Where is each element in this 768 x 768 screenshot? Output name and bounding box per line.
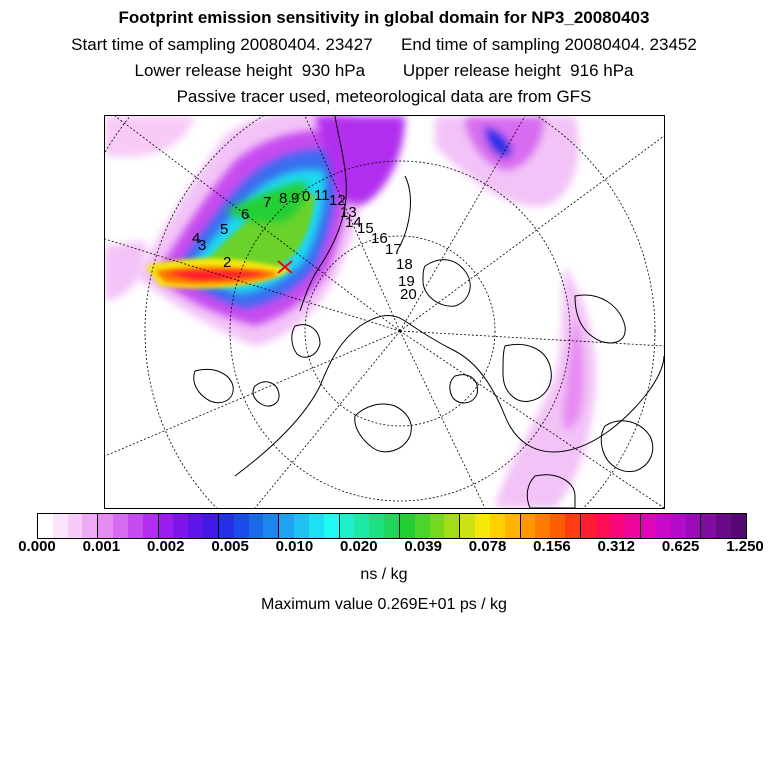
day-label: 7 [263,194,272,211]
colorbar-tick-label: 0.078 [468,538,507,555]
day-label: 12 [329,192,346,209]
map-canvas [105,116,664,508]
day-label: 18 [396,256,413,273]
day-label: 19 [398,273,415,290]
day-label: 0 [302,188,311,205]
colorbar [37,513,747,539]
colorbar-swatch [369,514,384,538]
colorbar-swatch [581,514,596,538]
colorbar-swatch [98,514,113,538]
colorbar-swatch [731,514,746,538]
colorbar-swatch [400,514,415,538]
maximum-value: Maximum value 0.269E+01 ps / kg [261,596,507,613]
day-label: 9 [291,190,300,207]
day-label: 16 [371,230,388,247]
sensitivity-plume-secondary [105,116,596,508]
colorbar-swatch [113,514,128,538]
colorbar-swatch [671,514,686,538]
colorbar-tick-label: 0.156 [533,538,571,555]
colorbar-swatch [159,514,174,538]
day-label: 20 [400,286,417,303]
colorbar-swatch [249,514,264,538]
day-label: 15 [357,220,374,237]
colorbar-tick-label: 0.001 [82,538,121,555]
colorbar-tick-label: 0.010 [275,538,314,555]
sampling-times: Start time of sampling 20080404. 23427 End time of sampling 20080404. 23452 [71,35,697,54]
colorbar-swatch [444,514,460,538]
colorbar-swatch [219,514,234,538]
colorbar-swatch [234,514,249,538]
colorbar-swatch [535,514,550,538]
colorbar-swatch [354,514,369,538]
day-label: 3 [198,237,207,254]
day-label: 5 [220,221,229,238]
colorbar-swatch [505,514,521,538]
colorbar-swatch [490,514,505,538]
colorbar-swatch [701,514,716,538]
day-label: 2 [223,254,232,271]
colorbar-tick-label: 0.000 [18,538,56,555]
figure-title: Footprint emission sensitivity in global domain for NP3_20080403 [118,8,650,27]
colorbar-swatch [521,514,536,538]
day-label: 11 [314,187,330,204]
colorbar-swatch [128,514,143,538]
colorbar-swatch [294,514,309,538]
colorbar-swatch [641,514,656,538]
release-heights: Lower release height 930 hPa Upper release height 916 hPa [134,61,634,80]
colorbar-swatch [716,514,731,538]
colorbar-swatch [173,514,188,538]
colorbar-swatch [143,514,159,538]
day-label: 4 [192,230,201,247]
colorbar-swatch [340,514,355,538]
colorbar-units: ns / kg [360,566,408,583]
day-label: 13 [340,204,357,221]
colorbar-tick-label: 0.002 [146,538,185,555]
colorbar-swatch [596,514,611,538]
colorbar-tick-label: 0.020 [340,538,378,555]
colorbar-tick-label: 0.039 [404,538,442,555]
colorbar-tick-label: 0.005 [211,538,249,555]
colorbar-swatch [38,514,53,538]
colorbar-swatch [53,514,68,538]
colorbar-swatch [279,514,294,538]
day-label: 14 [345,214,362,231]
colorbar-swatch [656,514,671,538]
day-label: 6 [241,206,250,223]
colorbar-swatch [625,514,641,538]
colorbar-swatch [430,514,445,538]
colorbar-swatch [82,514,98,538]
colorbar-swatch [188,514,203,538]
colorbar-swatch [384,514,400,538]
colorbar-swatch [415,514,430,538]
colorbar-swatch [309,514,324,538]
colorbar-tick-label: 0.625 [661,538,700,555]
tracer-info: Passive tracer used, meteorological data are from GFS [176,87,592,106]
day-label: 17 [385,241,402,258]
colorbar-swatch [475,514,490,538]
colorbar-swatch [686,514,702,538]
day-label: 8 [279,190,288,207]
colorbar-swatch [263,514,279,538]
footprint-map [104,115,665,509]
colorbar-swatch [324,514,340,538]
colorbar-swatch [550,514,565,538]
colorbar-swatch [610,514,625,538]
colorbar-tick-label: 0.312 [597,538,636,555]
colorbar-tick-label: 1.250 [726,538,764,555]
colorbar-swatch [203,514,219,538]
colorbar-swatch [460,514,475,538]
colorbar-swatch [68,514,83,538]
colorbar-swatch [565,514,581,538]
